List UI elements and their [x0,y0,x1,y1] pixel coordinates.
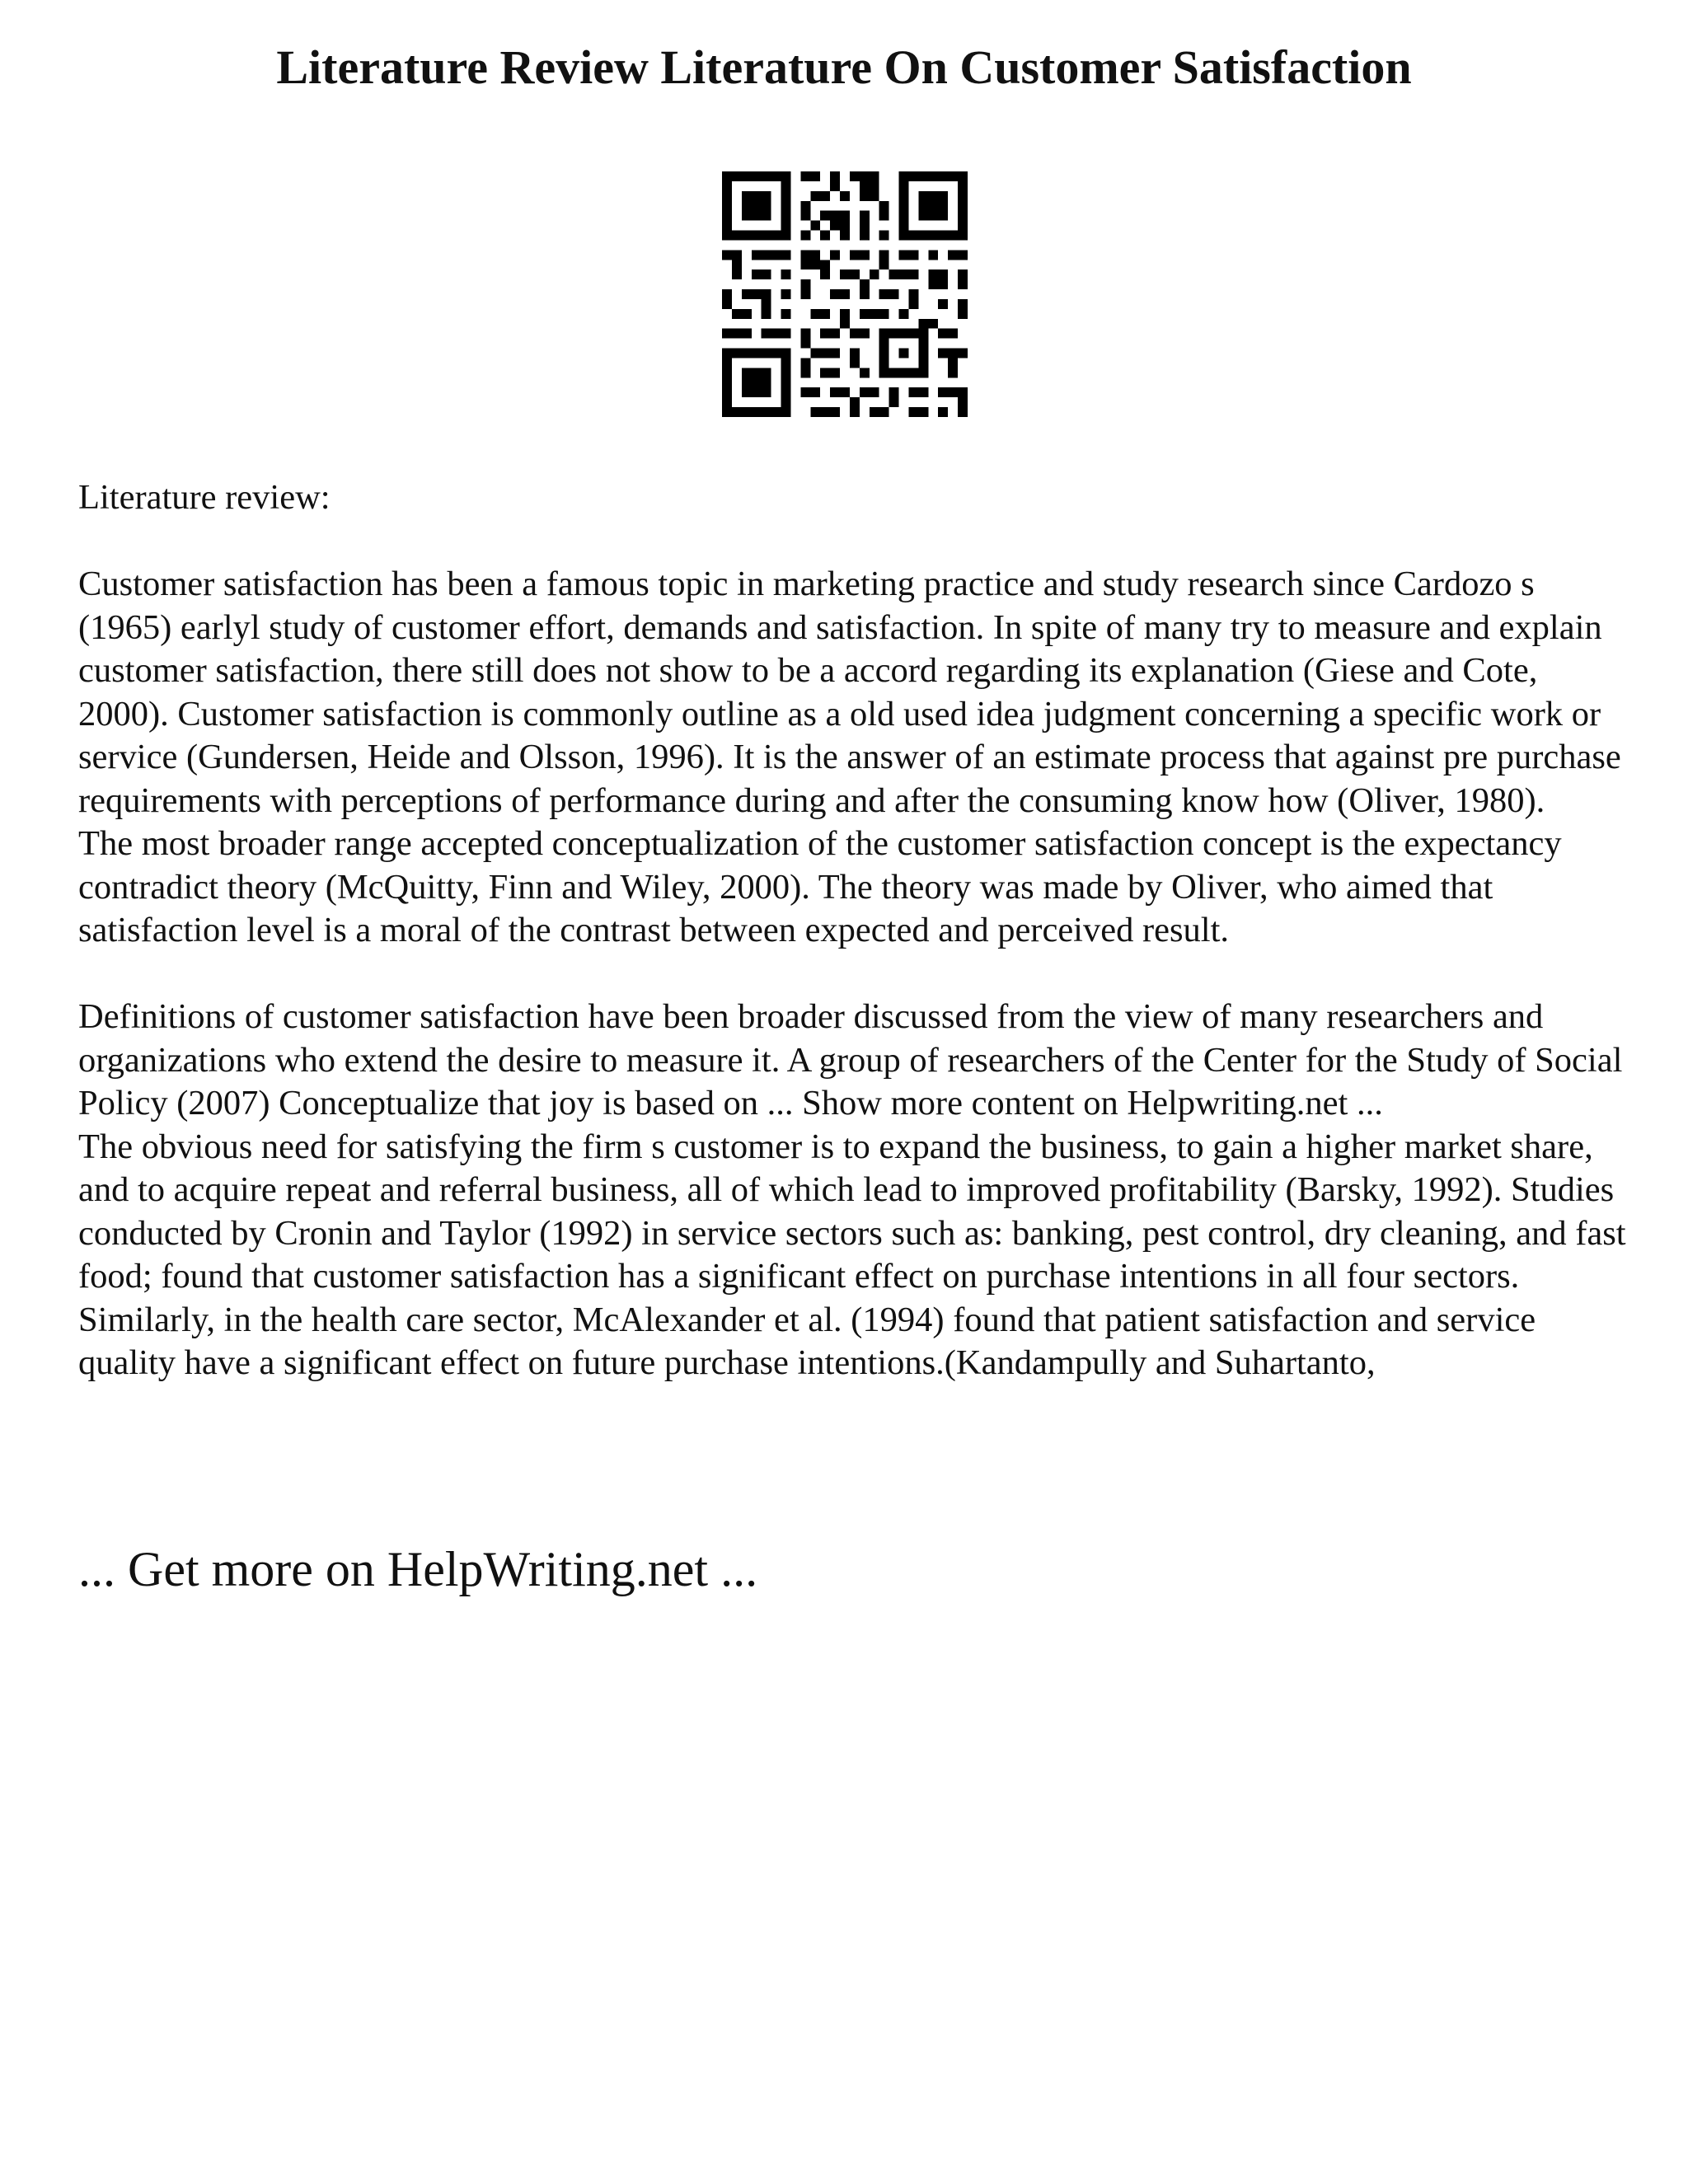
paragraph-gap [78,953,1628,996]
qr-code-icon [722,171,968,417]
get-more-link[interactable]: ... Get more on HelpWriting.net ... [78,1542,758,1596]
document-body [78,476,1628,1385]
paragraph: The most broader range accepted conceptualization of the customer satisfaction concept is the expectancy contradict theory (McQuitty, Finn and Wiley, 2000). The theory was made by Oliver, who aimed that satisfaction level is a moral of the contrast between expected and perceived result. [78,824,1562,949]
paragraph: The obvious need for satisfying the firm s customer is to expand the business, to gain a higher market share, and to acquire repeat and referral business, all of which lead to improved profitability (Barsky, 1992). Studies conducted by Cronin and Taylor (1992) in service sectors such as: banking, pest control, dry cleaning, and fast food; found that customer satisfaction has a significant effect on purchase intentions in all four sectors. Similarly, in the health care sector, McAlexander et al. (1994) found that patient satisfaction and service quality have a significant effect on future purchase intentions.(Kandampully and Suhartanto, [78,1127,1626,1382]
paragraph-gap [78,520,1628,564]
page-title: Literature Review Literature On Customer Satisfaction [276,40,1412,94]
paragraph: Customer satisfaction has been a famous topic in marketing practice and study research since Cardozo s (1965) earlyl study of customer effort, demands and satisfaction. In spite of many try to measure and explain customer satisfaction, there still does not show to be a accord regarding its explanation (Giese and Cote, 2000). Customer satisfaction is commonly outline as a old used idea judgment concerning a specific work or service (Gundersen, Heide and Olsson, 1996). It is the answer of an estimate process that against pre purchase requirements with perceptions of performance during and after the consuming know how (Oliver, 1980). [78,565,1621,820]
section-heading: Literature review: [78,478,331,517]
paragraph: Definitions of customer satisfaction have been broader discussed from the view of many researchers and organizations who extend the desire to measure it. A group of researchers of the Center for the Study of Social Policy (2007) Conceptualize that joy is based on ... Show more content on Helpwriting.net ... [78,997,1623,1122]
